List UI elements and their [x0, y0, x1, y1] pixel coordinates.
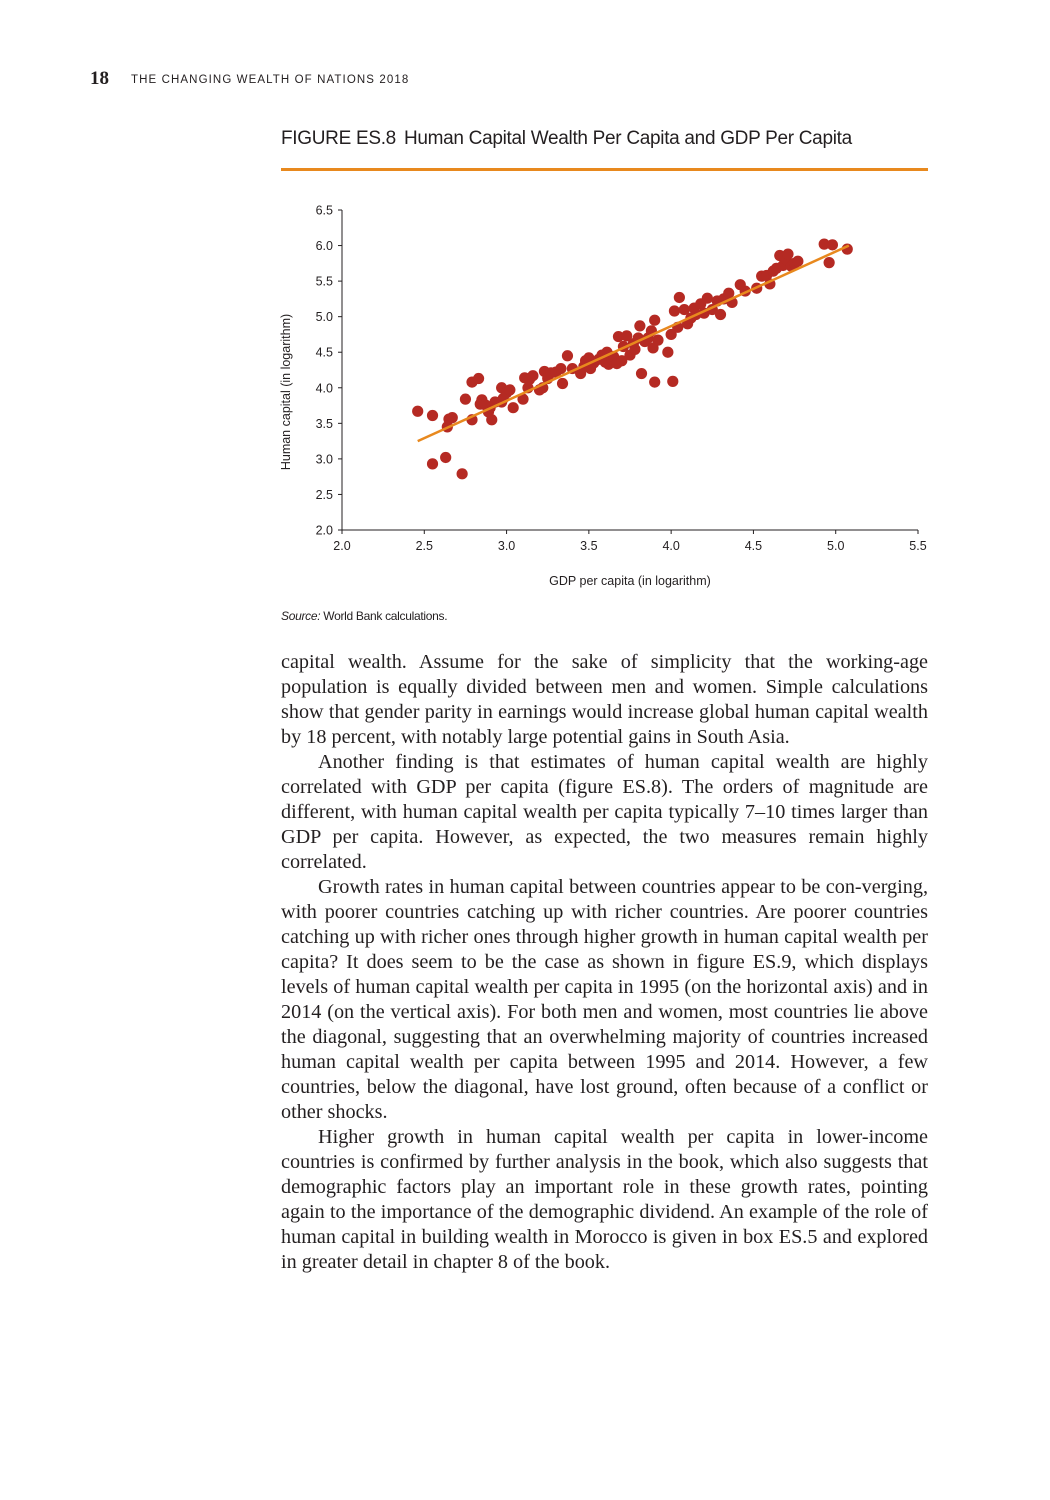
figure-title-text: Human Capital Wealth Per Capita and GDP Per Capita: [403, 128, 852, 149]
data-point: [412, 406, 423, 417]
x-tick-label: 4.5: [744, 539, 763, 553]
data-point: [636, 368, 647, 379]
paragraph: capital wealth. Assume for the sake of simplicity that the working-age population is equally divided between men and women. Simple calculations show that gender parity in earnings would increase global human capital wealth by 18 percent, with notably large potential gains in South Asia.: [281, 651, 928, 748]
body-text: [281, 650, 928, 1275]
y-tick-label: 6.0: [315, 239, 333, 254]
trend-line: [418, 246, 849, 442]
data-point: [427, 458, 438, 469]
paragraph: Another finding is that estimates of human capital wealth are highly correlated with GDP per capita (figure ES.8). The orders of magnitude are different, with human capital wealth per capita typically 7–10 times larger than GDP per capita. However, as expected, the two measures remain highly correlated.: [281, 751, 928, 873]
data-point: [486, 414, 497, 425]
y-tick-label: 3.0: [315, 452, 333, 467]
y-tick-label: 2.5: [315, 487, 333, 502]
data-point: [440, 452, 451, 463]
y-tick-label: 4.5: [315, 345, 333, 360]
data-point: [702, 293, 713, 304]
data-point: [557, 378, 568, 389]
running-title: THE CHANGING WEALTH OF NATIONS 2018: [131, 74, 410, 86]
data-point: [662, 347, 673, 358]
data-point: [562, 350, 573, 361]
data-point: [504, 384, 515, 395]
data-point: [447, 412, 458, 423]
data-point: [652, 335, 663, 346]
x-tick-label: 5.0: [827, 539, 845, 553]
figure-source: [281, 609, 447, 623]
y-tick-label: 2.0: [315, 523, 333, 538]
scatter-chart: [270, 190, 940, 600]
y-tick-label: 4.0: [315, 381, 333, 396]
data-point: [527, 370, 538, 381]
x-tick-label: 5.5: [909, 539, 927, 553]
data-point: [669, 305, 680, 316]
x-tick-label: 2.5: [415, 539, 433, 553]
source-text: World Bank calculations.: [323, 609, 448, 623]
paragraph: Growth rates in human capital between countries appear to be con-verging, with poorer countries catching up with richer countries. Are poorer countries catching up with richer ones through higher growth in human capital wealth per capita? It does seem to be the case as shown in figure ES.9, which displays levels of human capital wealth per capita in 1995 (on the horizontal axis) and in 2014 (on the vertical axis). For both men and women, most countries lie above the diagonal, suggesting that an overwhelming majority of countries increased human capital wealth per capita between 1995 and 2014. However, a few countries, below the diagonal, have lost ground, often because of a conflict or other shocks.: [281, 876, 928, 1123]
x-tick-label: 3.5: [580, 539, 598, 553]
data-point: [715, 309, 726, 320]
y-axis-label: Human capital (in logarithm): [279, 313, 293, 471]
y-tick-label: 5.5: [315, 274, 333, 289]
y-tick-label: 6.5: [315, 203, 333, 218]
source-label: Source:: [281, 609, 321, 623]
figure-title: [281, 128, 852, 150]
data-point: [824, 257, 835, 268]
y-axis-ticks: [316, 204, 342, 538]
x-tick-label: 4.0: [662, 539, 680, 553]
data-point: [473, 373, 484, 384]
x-axis-ticks: [333, 530, 926, 553]
x-tick-label: 2.0: [333, 539, 351, 553]
data-point: [649, 376, 660, 387]
page-number: 18: [90, 68, 109, 89]
figure-rule: [281, 168, 928, 171]
y-tick-label: 5.0: [315, 310, 333, 325]
data-point: [649, 315, 660, 326]
data-point: [674, 292, 685, 303]
data-point: [457, 468, 468, 479]
data-point: [427, 410, 438, 421]
data-point: [555, 363, 566, 374]
y-tick-label: 3.5: [315, 416, 333, 431]
data-point: [460, 394, 471, 405]
x-axis-label: GDP per capita (in logarithm): [549, 574, 711, 588]
data-point: [782, 248, 793, 259]
data-point: [634, 320, 645, 331]
figure-label: FIGURE ES.8: [281, 128, 396, 149]
data-point: [792, 256, 803, 267]
paragraph: Higher growth in human capital wealth per capita in lower-income countries is confirmed by further analysis in the book, which also suggests that demographic factors play an important role in these growth rates, pointing again to the importance of the demographic dividend. An example of the role of human capital in building wealth in Morocco is given in box ES.5 and explored in greater detail in chapter 8 of the book.: [281, 1126, 928, 1273]
data-point: [827, 239, 838, 250]
data-point: [508, 402, 519, 413]
x-tick-label: 3.0: [497, 539, 516, 553]
data-point: [667, 376, 678, 387]
